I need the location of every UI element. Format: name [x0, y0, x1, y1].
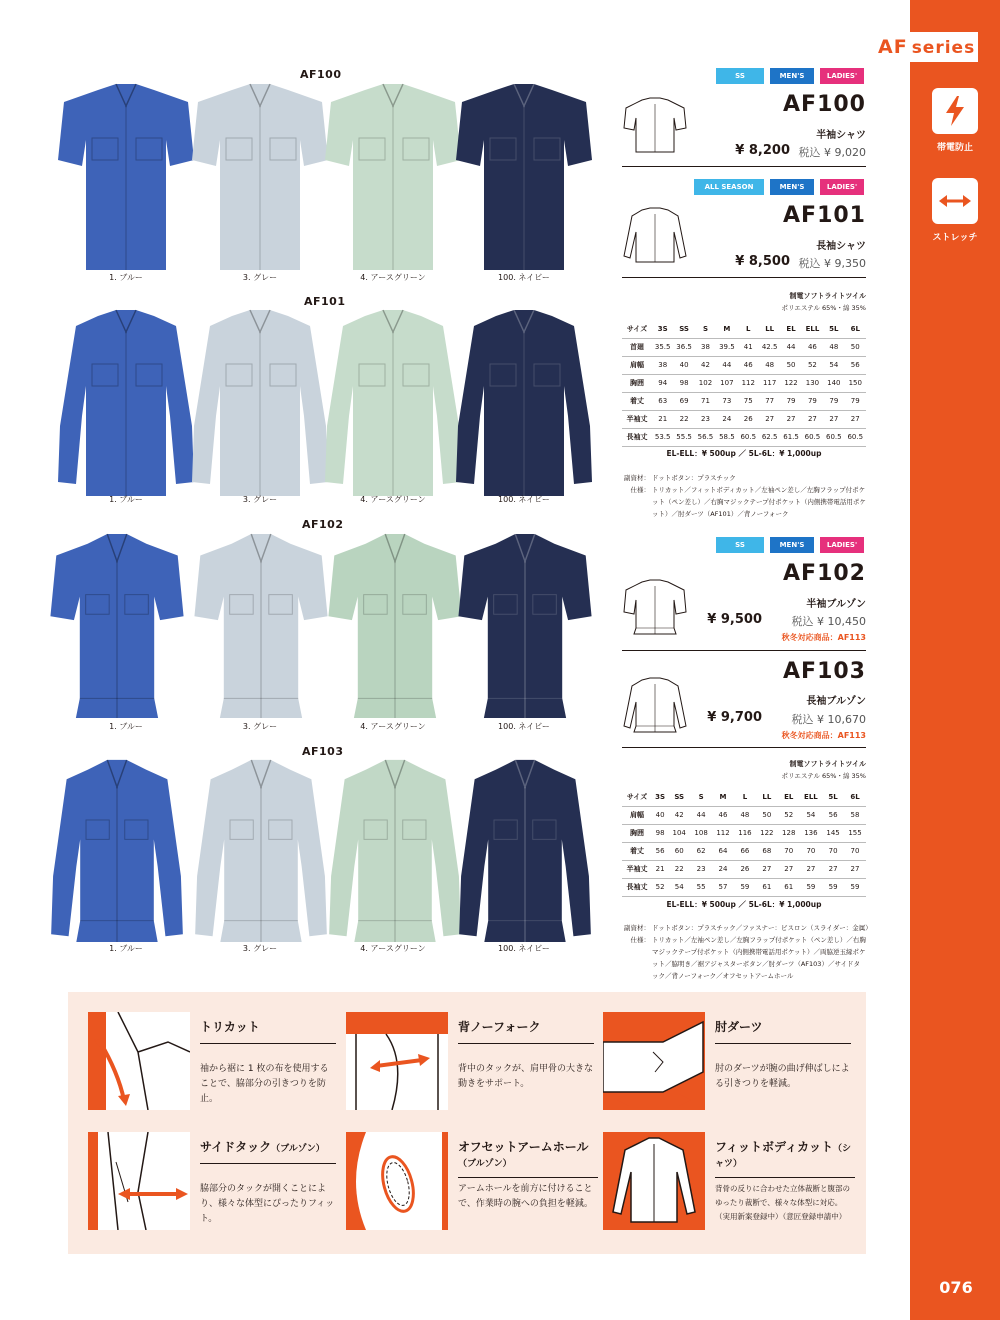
badge-mens: MEN'S [770, 179, 814, 195]
size-cell: 50 [845, 338, 866, 356]
size-cell: 48 [734, 806, 756, 824]
size-cell: 60.5 [845, 428, 866, 446]
size-cell: 56.5 [695, 428, 716, 446]
size-cell: 半袖丈 [622, 410, 652, 428]
size-header: EL [780, 320, 801, 338]
size-cell: 122 [780, 374, 801, 392]
size-cell: 46 [712, 806, 734, 824]
size-cell: 42.5 [759, 338, 780, 356]
stretch-label: ストレッチ [932, 233, 978, 243]
table-row [622, 842, 866, 860]
size-cell: 41 [738, 338, 759, 356]
thumb-af102 [622, 578, 688, 636]
feature-text: アームホールを前方に付けることで、作業時の腕への負担を軽減。 [458, 1184, 593, 1209]
spec-blouson [622, 922, 872, 982]
divider [622, 277, 866, 278]
size-header: サイズ [622, 320, 652, 338]
color-label: 4. アースグリーン [360, 273, 426, 282]
size-cell: 着丈 [622, 842, 652, 860]
size-header: L [738, 320, 759, 338]
size-cell: 52 [652, 878, 668, 896]
color-label: 1. ブルー [109, 273, 143, 282]
garment-af100-gray [192, 80, 328, 270]
size-note: EL-ELL：¥ 500up ／ 5L-6L：¥ 1,000up [666, 449, 822, 458]
table-row [622, 824, 866, 842]
size-header: 3S [652, 320, 673, 338]
product-price: ¥ 8,200 [735, 143, 790, 158]
size-cell: 61 [756, 878, 778, 896]
garment-af102-green [322, 532, 468, 718]
product-price-tax: 税込 ¥ 10,450 [791, 615, 866, 628]
size-header: M [716, 320, 737, 338]
size-cell: 27 [800, 860, 822, 878]
divider [622, 650, 866, 651]
size-cell: 26 [734, 860, 756, 878]
size-cell: 肩幅 [622, 806, 652, 824]
size-cell: 79 [823, 392, 844, 410]
size-cell: 27 [822, 860, 844, 878]
table-row [622, 338, 866, 356]
size-cell: 104 [668, 824, 690, 842]
size-cell: 56 [822, 806, 844, 824]
feature-text: 背骨の反りに合わせた立体裁断と腹部のゆったり裁断で、様々な体型に対応。（実用新案登録中）（意匠登録申請中） [715, 1184, 850, 1221]
size-cell: 42 [668, 806, 690, 824]
product-price: ¥ 9,700 [707, 710, 762, 725]
size-cell: 24 [712, 860, 734, 878]
elbow-dart-icon [603, 1012, 705, 1110]
table-row [622, 428, 866, 446]
size-cell: 27 [778, 860, 800, 878]
size-cell: 39.5 [716, 338, 737, 356]
product-name: 長袖シャツ [816, 241, 866, 252]
size-cell: 61.5 [780, 428, 801, 446]
color-label: 4. アースグリーン [360, 944, 426, 953]
spec-sub-label: 副資材： [624, 474, 650, 482]
size-cell: 98 [673, 374, 694, 392]
garment-af102-gray [188, 532, 334, 718]
page-number: 076 [939, 1278, 973, 1297]
size-cell: 首廻 [622, 338, 652, 356]
size-cell: 52 [802, 356, 823, 374]
color-label: 3. グレー [242, 722, 278, 731]
divider [622, 166, 866, 167]
size-cell: 112 [738, 374, 759, 392]
feature-text: 袖から裾に 1 枚の布を使用することで、脇部分の引きつりを防止。 [200, 1064, 329, 1104]
color-label: 4. アースグリーン [360, 495, 426, 504]
size-header: サイズ [622, 788, 652, 806]
size-cell: 胸囲 [622, 374, 652, 392]
color-label: 100. ネイビー [498, 273, 550, 282]
product-price-tax: 税込 ¥ 9,350 [798, 257, 866, 270]
size-cell: 長袖丈 [622, 878, 652, 896]
thumb-af101 [622, 206, 688, 264]
size-cell: 98 [652, 824, 668, 842]
table-row [622, 806, 866, 824]
garment-af100-green [325, 80, 461, 270]
size-cell: 26 [738, 410, 759, 428]
size-cell: 52 [778, 806, 800, 824]
size-header: EL [778, 788, 800, 806]
series-title: AF series [868, 32, 978, 62]
badges-af101 [694, 179, 864, 195]
table-row [622, 410, 866, 428]
size-cell: 21 [652, 410, 673, 428]
garment-af103-green [322, 758, 468, 942]
size-cell: 63 [652, 392, 673, 410]
tricut-icon [88, 1012, 190, 1110]
size-cell: 長袖丈 [622, 428, 652, 446]
spec-sub-text: ドットボタン：プラスチック／ファスナー：ビスロン（スライダー：金属） [652, 924, 872, 932]
size-cell: 69 [673, 392, 694, 410]
size-cell: 150 [845, 374, 866, 392]
garment-af101-navy [456, 306, 592, 496]
autumn-winter-note: 秋冬対応商品：AF113 [781, 633, 866, 642]
product-price-tax: 税込 ¥ 9,020 [798, 146, 866, 159]
size-header: ELL [802, 320, 823, 338]
size-header: SS [668, 788, 690, 806]
size-cell: 122 [756, 824, 778, 842]
size-cell: 155 [844, 824, 866, 842]
fabric-composition: ポリエステル 65%・綿 35% [781, 772, 866, 780]
size-cell: 60.5 [823, 428, 844, 446]
badge-ladies: LADIES' [820, 179, 864, 195]
fabric-composition: ポリエステル 65%・綿 35% [781, 304, 866, 312]
size-cell: 56 [652, 842, 668, 860]
size-cell: 59 [734, 878, 756, 896]
product-name: 半袖ブルゾン [806, 599, 866, 610]
spec-sub-text: ドットボタン：プラスチック [652, 474, 736, 482]
size-header: M [712, 788, 734, 806]
size-cell: 60.5 [738, 428, 759, 446]
color-label: 3. グレー [242, 495, 278, 504]
garment-af102-blue [44, 532, 190, 718]
size-cell: 22 [673, 410, 694, 428]
size-table-shirt [622, 320, 866, 447]
table-row [622, 878, 866, 896]
product-code: AF100 [783, 92, 866, 117]
garment-af100-navy [456, 80, 592, 270]
size-cell: 112 [712, 824, 734, 842]
color-label: 100. ネイビー [498, 944, 550, 953]
size-cell: 64 [712, 842, 734, 860]
garment-af100-blue [58, 80, 194, 270]
size-cell: 44 [716, 356, 737, 374]
badge-mens: MEN'S [770, 68, 814, 84]
size-header: ELL [800, 788, 822, 806]
badge-all-season: ALL SEASON [694, 179, 764, 195]
size-cell: 61 [778, 878, 800, 896]
row-title-af101: AF101 [304, 295, 346, 308]
color-label: 100. ネイビー [498, 722, 550, 731]
size-header: 5L [823, 320, 844, 338]
lightning-icon [932, 88, 978, 134]
feature-title: オフセットアームホール（ブルゾン） [458, 1138, 598, 1178]
size-cell: 半袖丈 [622, 860, 652, 878]
size-cell: 46 [802, 338, 823, 356]
feature-title: トリカット [200, 1018, 336, 1044]
size-cell: 46 [738, 356, 759, 374]
size-cell: 79 [845, 392, 866, 410]
size-cell: 23 [695, 410, 716, 428]
badge-ss: SS [716, 537, 764, 553]
size-cell: 50 [756, 806, 778, 824]
row-title-af102: AF102 [302, 518, 344, 531]
table-row [622, 860, 866, 878]
color-label: 1. ブルー [109, 495, 143, 504]
size-cell: 70 [778, 842, 800, 860]
size-cell: 54 [668, 878, 690, 896]
table-row [622, 392, 866, 410]
size-header: 3S [652, 788, 668, 806]
size-cell: 38 [652, 356, 673, 374]
size-cell: 50 [780, 356, 801, 374]
size-cell: 40 [673, 356, 694, 374]
badge-ss: SS [716, 68, 764, 84]
size-cell: 27 [756, 860, 778, 878]
feature-text: 背中のタックが、肩甲骨の大きな動きをサポート。 [458, 1064, 594, 1089]
divider [622, 747, 866, 748]
size-cell: 54 [823, 356, 844, 374]
thumb-af100 [622, 96, 688, 154]
size-cell: 102 [695, 374, 716, 392]
size-cell: 71 [695, 392, 716, 410]
thumb-af103 [622, 676, 688, 734]
size-cell: 27 [802, 410, 823, 428]
size-cell: 136 [800, 824, 822, 842]
size-cell: 36.5 [673, 338, 694, 356]
product-code: AF101 [783, 203, 866, 228]
size-cell: 58.5 [716, 428, 737, 446]
product-name: 長袖ブルゾン [806, 696, 866, 707]
autumn-winter-note: 秋冬対応商品：AF113 [781, 731, 866, 740]
size-cell: 140 [823, 374, 844, 392]
color-label: 3. グレー [242, 273, 278, 282]
size-header: S [690, 788, 712, 806]
size-cell: 107 [716, 374, 737, 392]
size-cell: 70 [800, 842, 822, 860]
size-cell: 24 [716, 410, 737, 428]
garment-af101-green [325, 306, 461, 496]
size-cell: 肩幅 [622, 356, 652, 374]
size-cell: 27 [780, 410, 801, 428]
size-cell: 130 [802, 374, 823, 392]
size-cell: 58 [844, 806, 866, 824]
size-cell: 77 [759, 392, 780, 410]
size-header: L [734, 788, 756, 806]
antistatic-label: 帯電防止 [936, 143, 973, 153]
features-panel [68, 992, 866, 1254]
size-cell: 44 [780, 338, 801, 356]
product-price: ¥ 9,500 [707, 612, 762, 627]
size-cell: 128 [778, 824, 800, 842]
size-cell: 79 [802, 392, 823, 410]
fit-body-cut-icon [603, 1132, 705, 1230]
feature-title: フィットボディカット（シャツ） [715, 1138, 855, 1178]
size-cell: 着丈 [622, 392, 652, 410]
size-cell: 21 [652, 860, 668, 878]
size-cell: 23 [690, 860, 712, 878]
table-row [622, 356, 866, 374]
badge-ladies: LADIES' [820, 537, 864, 553]
garment-af103-gray [188, 758, 334, 942]
product-price-tax: 税込 ¥ 10,670 [791, 713, 866, 726]
product-code: AF103 [783, 659, 866, 684]
size-table-blouson [622, 788, 866, 897]
spec-label: 仕様： [630, 486, 650, 494]
size-header: SS [673, 320, 694, 338]
garment-af101-gray [192, 306, 328, 496]
size-cell: 56 [845, 356, 866, 374]
row-title-af100: AF100 [300, 68, 342, 81]
color-label: 4. アースグリーン [360, 722, 426, 731]
size-cell: 44 [690, 806, 712, 824]
feature-title: 背ノーフォーク [458, 1018, 594, 1044]
feature-title: 肘ダーツ [715, 1018, 851, 1044]
offset-armhole-icon [346, 1132, 448, 1230]
size-cell: 60 [668, 842, 690, 860]
feature-text: 肘のダーツが腕の曲げ伸ばしによる引きつりを軽減。 [715, 1064, 850, 1089]
size-cell: 35.5 [652, 338, 673, 356]
size-cell: 60.5 [802, 428, 823, 446]
size-cell: 42 [695, 356, 716, 374]
size-cell: 116 [734, 824, 756, 842]
size-cell: 70 [822, 842, 844, 860]
size-cell: 117 [759, 374, 780, 392]
size-cell: 73 [716, 392, 737, 410]
size-cell: 55 [690, 878, 712, 896]
side-tuck-icon [88, 1132, 190, 1230]
product-price: ¥ 8,500 [735, 254, 790, 269]
size-cell: 75 [738, 392, 759, 410]
size-cell: 59 [822, 878, 844, 896]
size-cell: 27 [845, 410, 866, 428]
spec-label: 仕様： [630, 936, 650, 944]
garment-af103-navy [452, 758, 598, 942]
size-cell: 55.5 [673, 428, 694, 446]
size-cell: 145 [822, 824, 844, 842]
size-cell: 70 [844, 842, 866, 860]
garment-af101-blue [58, 306, 194, 496]
stretch-icon [932, 178, 978, 224]
spec-text: トリカット／フィットボディカット／左袖ペン差し／左胸フラップ付ポケット（ペン差し）／右胸マジックテープ付ポケット（内側携帯電話用ポケット）／肘ダーツ（AF101）／背ノーフォーク [652, 486, 866, 518]
product-code: AF102 [783, 561, 866, 586]
size-cell: 22 [668, 860, 690, 878]
size-cell: 48 [823, 338, 844, 356]
size-cell: 108 [690, 824, 712, 842]
back-norfolk-icon [346, 1012, 448, 1110]
badges-af100 [716, 68, 864, 84]
size-cell: 94 [652, 374, 673, 392]
row-title-af103: AF103 [302, 745, 344, 758]
size-cell: 62.5 [759, 428, 780, 446]
badges-af102 [716, 537, 864, 553]
table-row [622, 374, 866, 392]
color-label: 1. ブルー [109, 722, 143, 731]
badge-mens: MEN'S [770, 537, 814, 553]
size-cell: 27 [844, 860, 866, 878]
size-cell: 68 [756, 842, 778, 860]
garment-af102-navy [452, 532, 598, 718]
size-note: EL-ELL：¥ 500up ／ 5L-6L：¥ 1,000up [666, 900, 822, 909]
color-label: 3. グレー [242, 944, 278, 953]
size-cell: 62 [690, 842, 712, 860]
color-label: 1. ブルー [109, 944, 143, 953]
size-header: S [695, 320, 716, 338]
size-cell: 48 [759, 356, 780, 374]
badge-ladies: LADIES' [820, 68, 864, 84]
size-cell: 53.5 [652, 428, 673, 446]
spec-sub-label: 副資材： [624, 924, 650, 932]
size-cell: 66 [734, 842, 756, 860]
size-cell: 胸囲 [622, 824, 652, 842]
spec-shirt [622, 472, 872, 520]
size-cell: 38 [695, 338, 716, 356]
spec-text: トリカット／左袖ペン差し／左胸フラップ付ポケット（ペン差し）／右胸マジックテープ付ポケット（内側携帯電話用ポケット）／両脇逆玉縁ポケット／脇明き／裾アジャスターボタン／肘ダーツ（AF103）／サイドタック／背ノーフォーク／オフセットアームホール [652, 936, 866, 980]
size-header: LL [759, 320, 780, 338]
size-cell: 54 [800, 806, 822, 824]
size-header: LL [756, 788, 778, 806]
size-header: 5L [822, 788, 844, 806]
fabric-name: 制電ソフトライトツイル [789, 292, 866, 300]
size-cell: 79 [780, 392, 801, 410]
garment-af103-blue [44, 758, 190, 942]
color-label: 100. ネイビー [498, 495, 550, 504]
size-cell: 40 [652, 806, 668, 824]
size-header: 6L [845, 320, 866, 338]
size-cell: 27 [759, 410, 780, 428]
product-name: 半袖シャツ [816, 130, 866, 141]
size-header: 6L [844, 788, 866, 806]
size-cell: 57 [712, 878, 734, 896]
fabric-name: 制電ソフトライトツイル [789, 760, 866, 768]
feature-text: 脇部分のタックが開くことにより、様々な体型にぴったりフィット。 [200, 1184, 335, 1224]
feature-title: サイドタック（ブルゾン） [200, 1138, 336, 1164]
size-cell: 27 [823, 410, 844, 428]
size-cell: 59 [844, 878, 866, 896]
size-cell: 59 [800, 878, 822, 896]
